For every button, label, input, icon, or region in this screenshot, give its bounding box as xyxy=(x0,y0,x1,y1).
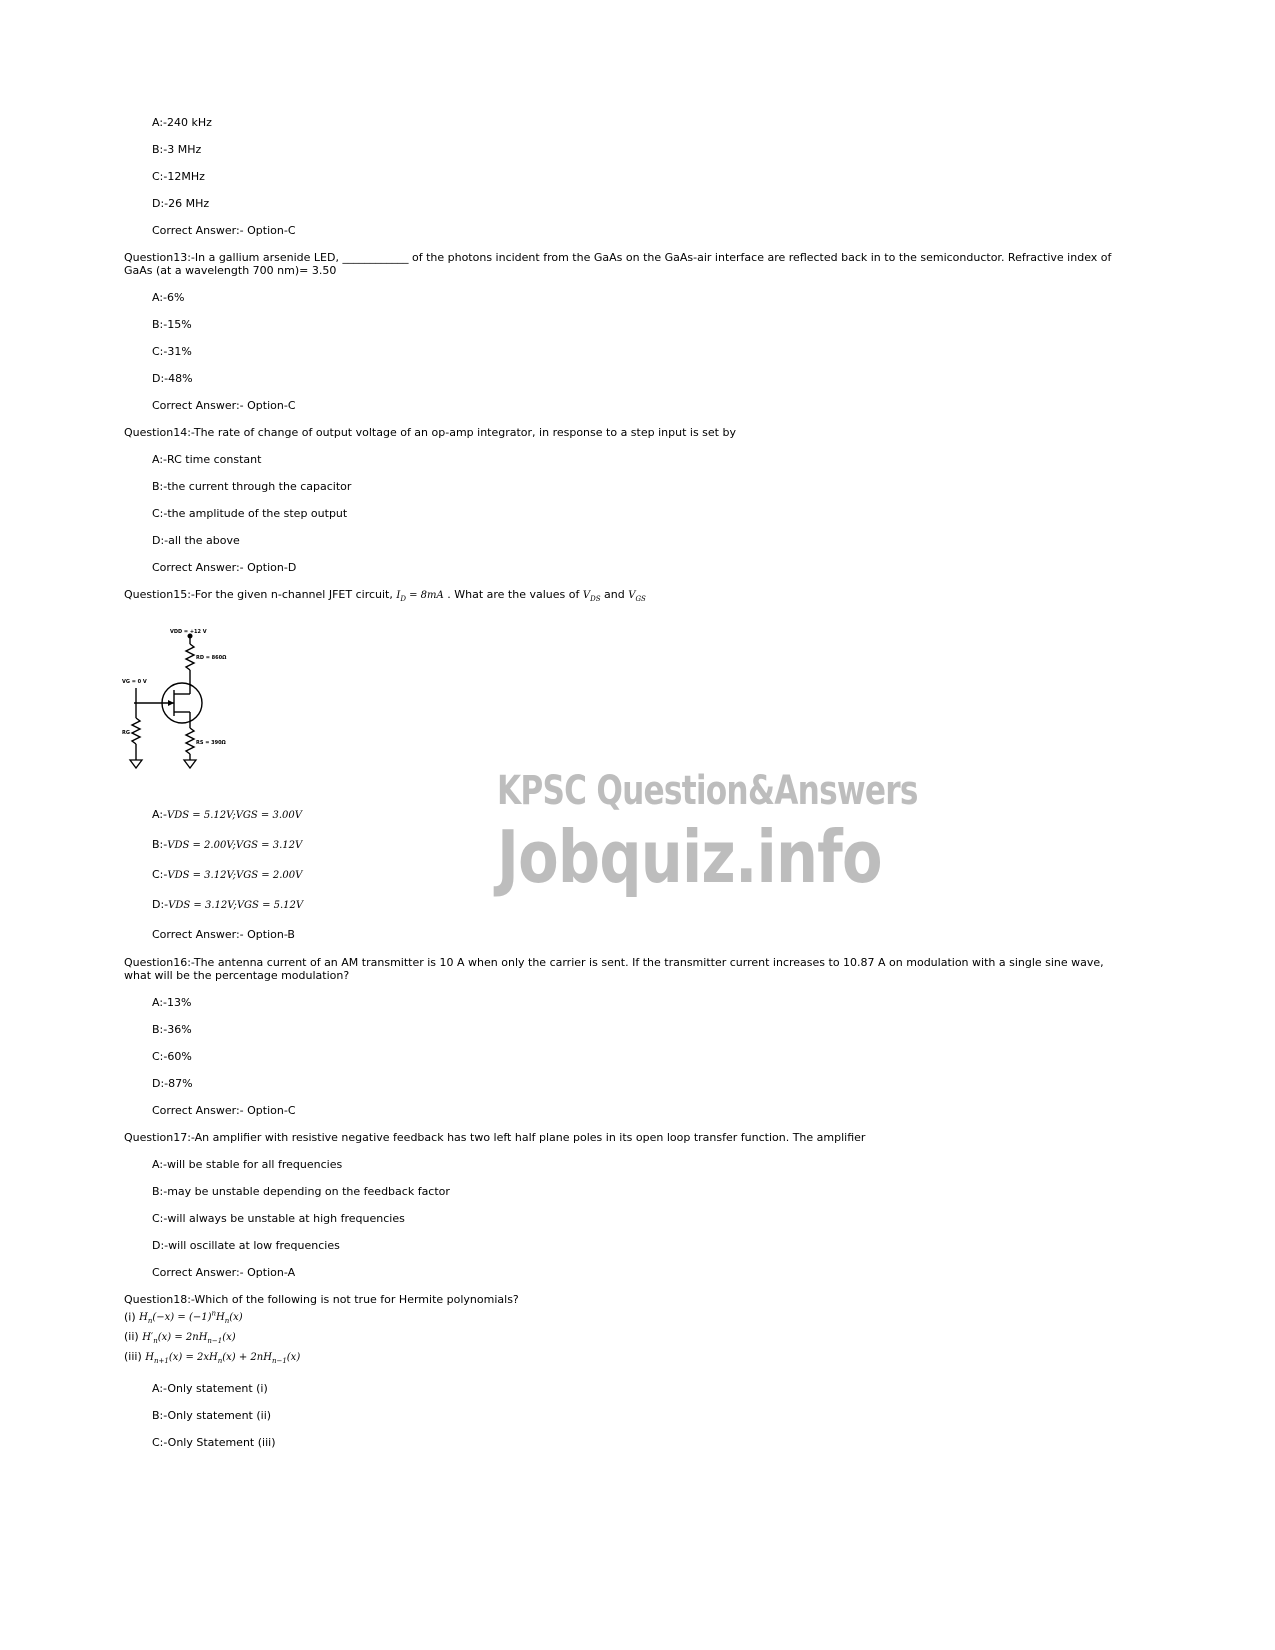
q14-option-d: D:-all the above xyxy=(152,534,240,547)
q17-option-b: B:-may be unstable depending on the feedback factor xyxy=(152,1185,450,1198)
q15-option-b-prefix: B:- xyxy=(152,838,168,851)
q12-correct-answer: Correct Answer:- Option-C xyxy=(152,224,296,237)
q18-statement-1 xyxy=(124,1310,243,1325)
q14-option-b: B:-the current through the capacitor xyxy=(152,480,352,493)
q18-statement-3 xyxy=(124,1350,300,1365)
q15-option-a-math: VDS = 5.12V;VGS = 3.00V xyxy=(167,810,302,821)
vdd-label: VDD = +12 V xyxy=(170,629,207,635)
q15-correct-answer: Correct Answer:- Option-B xyxy=(152,928,295,941)
q17-question: Question17:-An amplifier with resistive negative feedback has two left half plane poles in its open loop transfer function. The amplifier xyxy=(124,1131,866,1144)
q18-statement-3-math: $H_{n+1}(x) = 2xH_n(x) + 2nH_{n-1}(x)$ xyxy=(145,1352,301,1365)
q13-correct-answer: Correct Answer:- Option-C xyxy=(152,399,296,412)
q17-correct-answer: Correct Answer:- Option-A xyxy=(152,1266,296,1279)
q14-option-a: A:-RC time constant xyxy=(152,453,262,466)
watermark-line1: KPSC Question&Answers xyxy=(497,768,918,814)
q15-option-a-prefix: A:- xyxy=(152,808,168,821)
q13-option-b: B:-15% xyxy=(152,318,192,331)
q15-option-c xyxy=(152,868,302,881)
q16-option-b: B:-36% xyxy=(152,1023,192,1036)
q15-option-d-prefix: D:- xyxy=(152,898,169,911)
q15-question xyxy=(124,588,646,603)
q14-correct-answer: Correct Answer:- Option-D xyxy=(152,561,297,574)
q18-statement-1-math: $H_n(-x) = (-1)^nH_n(x)$ xyxy=(139,1310,243,1326)
q17-option-d: D:-will oscillate at low frequencies xyxy=(152,1239,340,1252)
q13-question: Question13:-In a gallium arsenide LED, ____________ of the photons incident from the GaAs on the GaAs-air interface are reflected back in to the semiconductor. Refractive index of GaAs (at a wavelength 700 nm)= 3.50 xyxy=(124,251,1112,277)
q18-question: Question18:-Which of the following is not true for Hermite polynomials? xyxy=(124,1293,519,1306)
q16-question: Question16:-The antenna current of an AM transmitter is 10 A when only the carrier is sent. If the transmitter current increases to 10.87 A on modulation with a single sine wave, what will be the percentage modulation? xyxy=(124,956,1104,982)
q17-option-a: A:-will be stable for all frequencies xyxy=(152,1158,343,1171)
q15-id-math: $I_D = 8mA$ xyxy=(396,590,444,603)
q12-option-a: A:-240 kHz xyxy=(152,116,212,129)
q15-option-a xyxy=(152,808,302,821)
rg-label: RG xyxy=(122,730,130,736)
vg-label: VG = 0 V xyxy=(122,679,147,685)
rd-label: RD = 860Ω xyxy=(196,655,227,661)
rs-label: RS = 390Ω xyxy=(196,740,226,746)
q13-option-c: C:-31% xyxy=(152,345,192,358)
watermark-line2: Jobquiz.info xyxy=(497,815,882,899)
q18-statement-3-label: (iii) xyxy=(124,1350,142,1363)
q15-option-c-math: VDS = 3.12V;VGS = 2.00V xyxy=(167,870,303,881)
q15-question-and: and xyxy=(600,588,629,601)
q14-option-c: C:-the amplitude of the step output xyxy=(152,507,348,520)
q15-option-d-math: VDS = 3.12V;VGS = 5.12V xyxy=(168,900,304,911)
q15-vds-math: $V_{DS}$ xyxy=(582,590,601,603)
q18-option-c: C:-Only Statement (iii) xyxy=(152,1436,276,1449)
q15-option-b-math: VDS = 2.00V;VGS = 3.12V xyxy=(167,840,303,851)
q15-option-d xyxy=(152,898,303,911)
q16-option-c: C:-60% xyxy=(152,1050,192,1063)
q16-correct-answer: Correct Answer:- Option-C xyxy=(152,1104,296,1117)
q13-option-a: A:-6% xyxy=(152,291,185,304)
q18-statement-1-label: (i) xyxy=(124,1310,136,1324)
q18-statement-2 xyxy=(124,1330,236,1345)
q15-question-pre: Question15:-For the given n-channel JFET circuit, xyxy=(124,588,397,601)
q12-option-d: D:-26 MHz xyxy=(152,197,210,210)
q14-question: Question14:-The rate of change of output voltage of an op-amp integrator, in response to a step input is set by xyxy=(124,426,736,439)
q15-option-c-prefix: C:- xyxy=(152,868,168,881)
q13-option-d: D:-48% xyxy=(152,372,193,385)
q16-option-d: D:-87% xyxy=(152,1077,193,1090)
q18-option-b: B:-Only statement (ii) xyxy=(152,1409,272,1422)
q16-option-a: A:-13% xyxy=(152,996,192,1009)
q15-option-b xyxy=(152,838,302,851)
q18-statement-2-math: $H'_n(x) = 2nH_{n-1}(x)$ xyxy=(142,1332,236,1345)
q15-vgs-math: $V_{GS}$ xyxy=(628,590,646,603)
jfet-circuit-diagram xyxy=(122,628,252,788)
q18-statement-2-label: (ii) xyxy=(124,1330,139,1343)
q12-option-b: B:-3 MHz xyxy=(152,143,202,156)
q12-option-c: C:-12MHz xyxy=(152,170,205,183)
q17-option-c: C:-will always be unstable at high frequencies xyxy=(152,1212,405,1225)
q15-question-mid: . What are the values of xyxy=(443,588,583,601)
q18-option-a: A:-Only statement (i) xyxy=(152,1382,268,1395)
